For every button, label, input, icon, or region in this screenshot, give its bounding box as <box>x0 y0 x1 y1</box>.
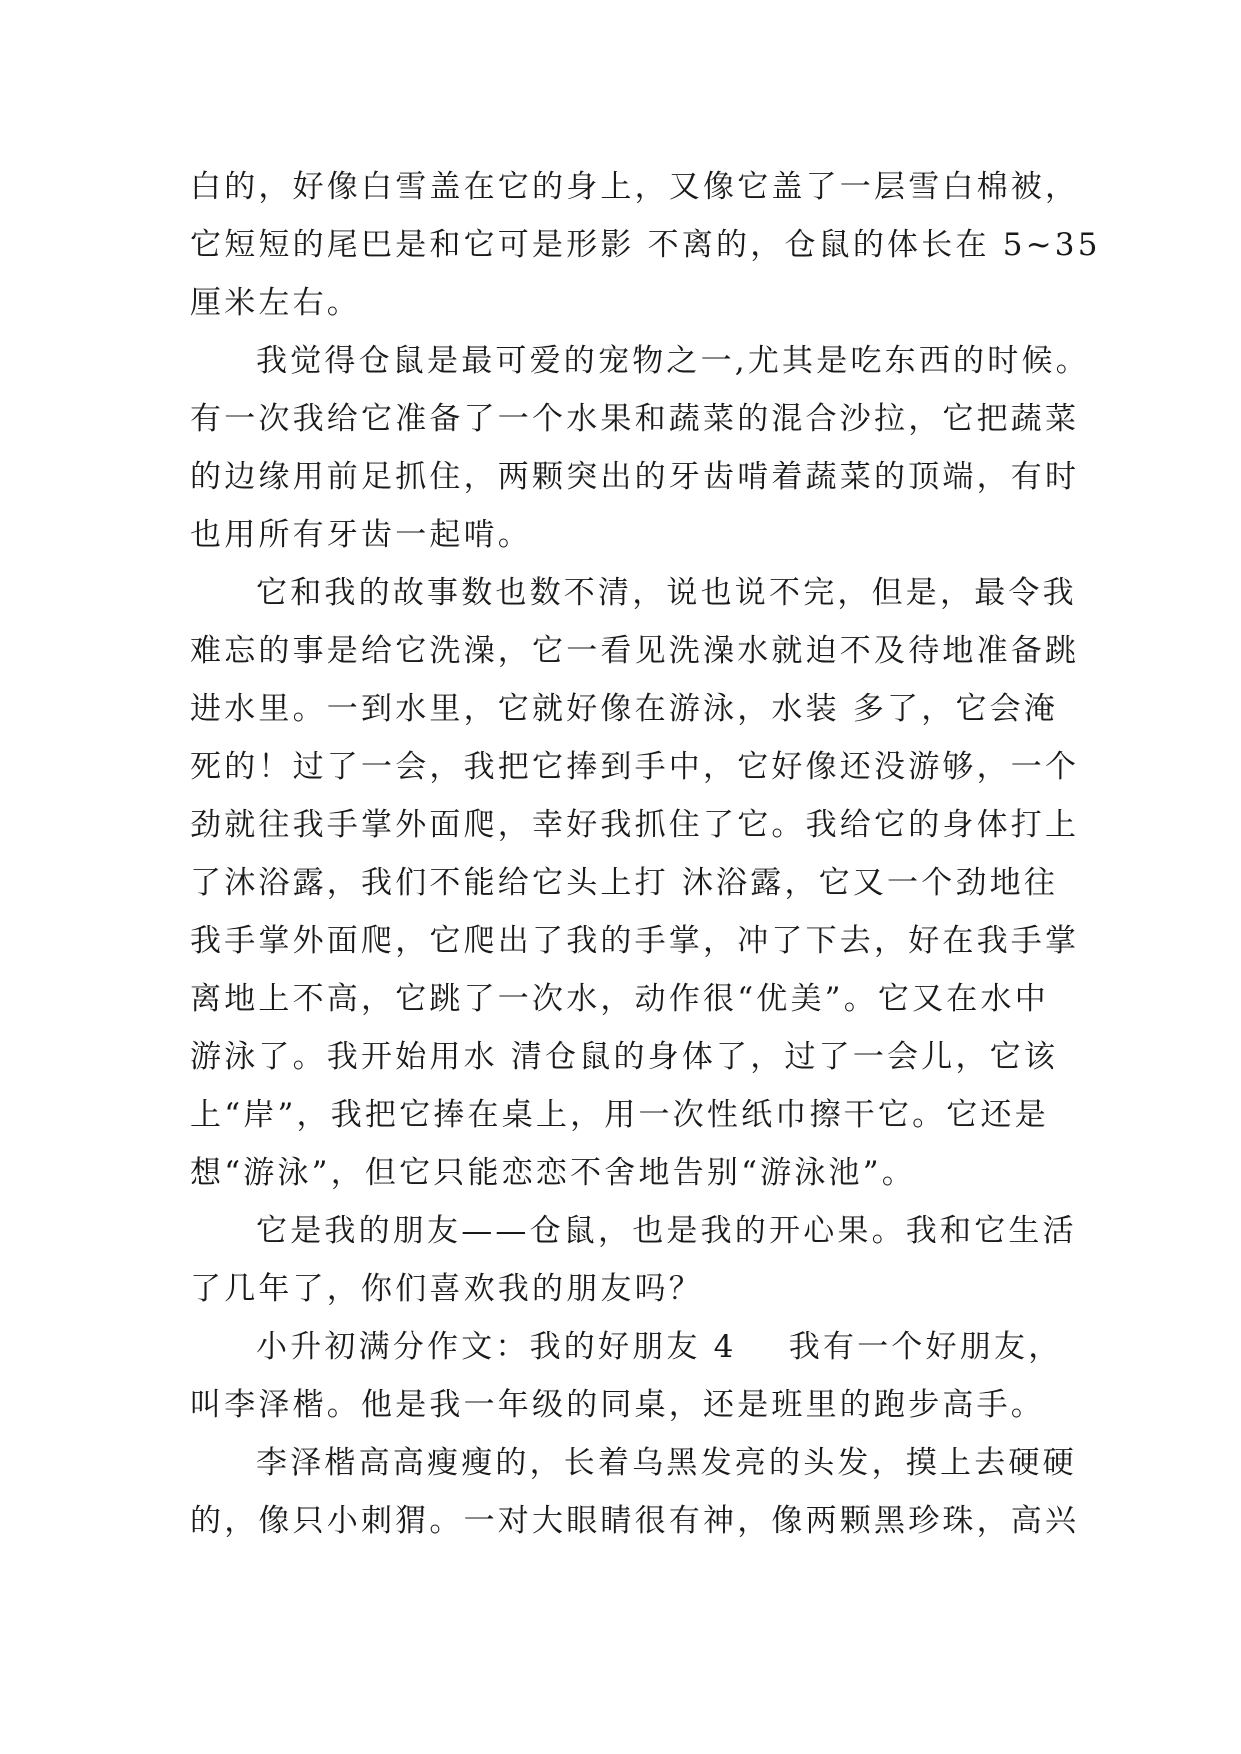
text-line: 厘米左右。 <box>190 285 361 321</box>
text-line: 的边缘用前足抓住，两颗突出的牙齿啃着蔬菜的顶端，有时 <box>190 459 1080 495</box>
text-line: 进水里。一到水里，它就好像在游泳，水装 多了，它会淹 <box>190 691 1059 727</box>
text-line: 死的！过了一会，我把它捧到手中，它好像还没游够，一个 <box>190 749 1080 785</box>
text-line: 也用所有牙齿一起啃。 <box>190 517 532 553</box>
text-line: 难忘的事是给它洗澡，它一看见洗澡水就迫不及待地准备跳 <box>190 633 1080 669</box>
paragraph-start-line: 它是我的朋友——仓鼠，也是我的开心果。我和它生活 <box>256 1213 1077 1249</box>
article-body <box>190 158 1101 1550</box>
text-line: 我手掌外面爬，它爬出了我的手掌，冲了下去，好在我手掌 <box>190 923 1080 959</box>
text-line: 了沐浴露，我们不能给它头上打 沐浴露，它又一个劲地往 <box>190 865 1059 901</box>
text-line: 劲就往我手掌外面爬，幸好我抓住了它。我给它的身体打上 <box>190 807 1080 843</box>
text-line: 的，像只小刺猬。一对大眼睛很有神，像两颗黑珍珠，高兴 <box>190 1503 1080 1539</box>
paragraph-start-line: 我觉得仓鼠是最可爱的宠物之一,尤其是吃东西的时候。 <box>256 343 1090 379</box>
text-line: 白的，好像白雪盖在它的身上，又像它盖了一层雪白棉被， <box>190 169 1080 205</box>
text-line: 想“游泳”，但它只能恋恋不舍地告别“游泳池”。 <box>190 1155 916 1191</box>
text-line: 有一次我给它准备了一个水果和蔬菜的混合沙拉，它把蔬菜 <box>190 401 1080 437</box>
paragraph-start-line: 小升初满分作文：我的好朋友 4 我有一个好朋友， <box>256 1329 1063 1365</box>
text-line: 叫李泽楷。他是我一年级的同桌，还是班里的跑步高手。 <box>190 1387 1045 1423</box>
text-line: 游泳了。我开始用水 清仓鼠的身体了，过了一会儿，它该 <box>190 1039 1059 1075</box>
text-line: 了几年了，你们喜欢我的朋友吗？ <box>190 1271 703 1307</box>
text-line: 离地上不高，它跳了一次水，动作很“优美”。它又在水中 <box>190 981 1049 1017</box>
text-line: 上“岸”，我把它捧在桌上，用一次性纸巾擦干它。它还是 <box>190 1097 1049 1133</box>
paragraph-start-line: 李泽楷高高瘦瘦的，长着乌黑发亮的头发，摸上去硬硬 <box>256 1445 1077 1481</box>
text-line: 它短短的尾巴是和它可是形影 不离的，仓鼠的体长在 5~35 <box>190 227 1101 263</box>
paragraph-start-line: 它和我的故事数也数不清，说也说不完，但是，最令我 <box>256 575 1077 611</box>
